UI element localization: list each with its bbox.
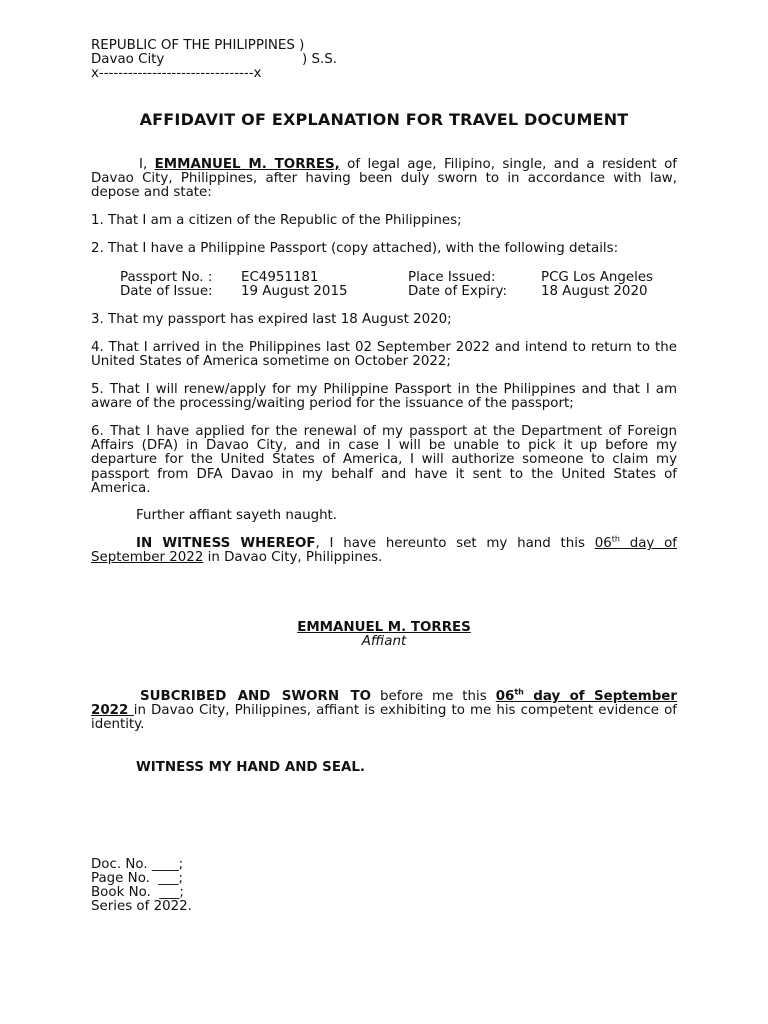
header-rule: x--------------------------------x <box>91 66 262 81</box>
intro-rest: of legal age, Filipino, single, and a resident of Davao City, Philippines, after having been duly sworn to in accordance with law, depose and state: <box>91 157 678 201</box>
witness-paragraph <box>91 534 677 566</box>
header-city: Davao City <box>91 52 165 67</box>
item-6: 6. That I have applied for the renewal of my passport at the Department of Foreign Affairs (DFA) in Davao City, and in case I will be unable to pick it up before my departure for the United States of America, I will authorize someone to claim my passport from DFA Davao in my behalf and have it sent to the United States of America. <box>91 424 677 496</box>
place-issued-value: PCG Los Angeles <box>541 270 654 285</box>
item-5: 5. That I will renew/apply for my Philippine Passport in the Philippines and that I am aware of the processing/waiting period for the issuance of the passport; <box>91 382 677 412</box>
place-issued-label: Place Issued: <box>408 270 496 285</box>
jurat-lead: SUBCRIBED AND SWORN TO <box>140 689 371 704</box>
item-1: 1. That I am a citizen of the Republic of the Philippines; <box>91 213 462 228</box>
document-title: AFFIDAVIT OF EXPLANATION FOR TRAVEL DOCUMENT <box>139 110 629 129</box>
intro-paragraph <box>91 158 677 201</box>
further-statement: Further affiant sayeth naught. <box>136 508 338 523</box>
passport-no-label: Passport No. : <box>120 270 213 285</box>
intro-pre: I, <box>139 157 155 172</box>
witness-day-suffix: th <box>611 534 620 544</box>
jurat-day-number: 06 <box>495 689 515 704</box>
item-4: 4. That I arrived in the Philippines last 02 September 2022 and intend to return to the United States of America sometime on October 2022; <box>91 340 677 370</box>
item-3: 3. That my passport has expired last 18 August 2020; <box>91 312 452 327</box>
jurat-day-suffix: th <box>514 687 524 697</box>
witness-day-rest: day of <box>619 536 677 551</box>
header-ss: ) S.S. <box>302 52 337 67</box>
page-number: Page No. ___; <box>91 871 184 886</box>
witness-hand-seal: WITNESS MY HAND AND SEAL. <box>136 760 365 775</box>
jurat-day-rest: day of September <box>523 689 677 704</box>
affiant-name-inline: EMMANUEL M. TORRES, <box>154 157 340 172</box>
date-issue-label: Date of Issue: <box>120 284 213 299</box>
book-number: Book No. ___; <box>91 885 184 900</box>
witness-lead: IN WITNESS WHEREOF <box>136 536 316 551</box>
jurat-mid: before me this <box>370 689 496 704</box>
header-republic: REPUBLIC OF THE PHILIPPINES ) <box>91 38 305 53</box>
witness-tail: in Davao City, Philippines. <box>203 550 383 566</box>
date-issue-value: 19 August 2015 <box>241 284 348 299</box>
item-2: 2. That I have a Philippine Passport (copy attached), with the following details: <box>91 241 619 256</box>
witness-month: September 2022 <box>91 550 204 566</box>
witness-mid: , I have hereunto set my hand this <box>315 536 595 551</box>
jurat-paragraph <box>91 687 677 733</box>
jurat-tail: in Davao City, Philippines, affiant is exhibiting to me his competent evidence of identity. <box>91 703 677 733</box>
date-expiry-label: Date of Expiry: <box>408 284 507 299</box>
date-expiry-value: 18 August 2020 <box>541 284 648 299</box>
series-year: Series of 2022. <box>91 899 192 914</box>
witness-day-number: 06 <box>594 536 612 551</box>
passport-no-value: EC4951181 <box>241 270 319 285</box>
affiant-signature-name: EMMANUEL M. TORRES <box>297 620 471 635</box>
affiant-role: Affiant <box>361 634 407 649</box>
jurat-year: 2022 <box>91 703 134 719</box>
doc-number: Doc. No. ____; <box>91 857 184 872</box>
